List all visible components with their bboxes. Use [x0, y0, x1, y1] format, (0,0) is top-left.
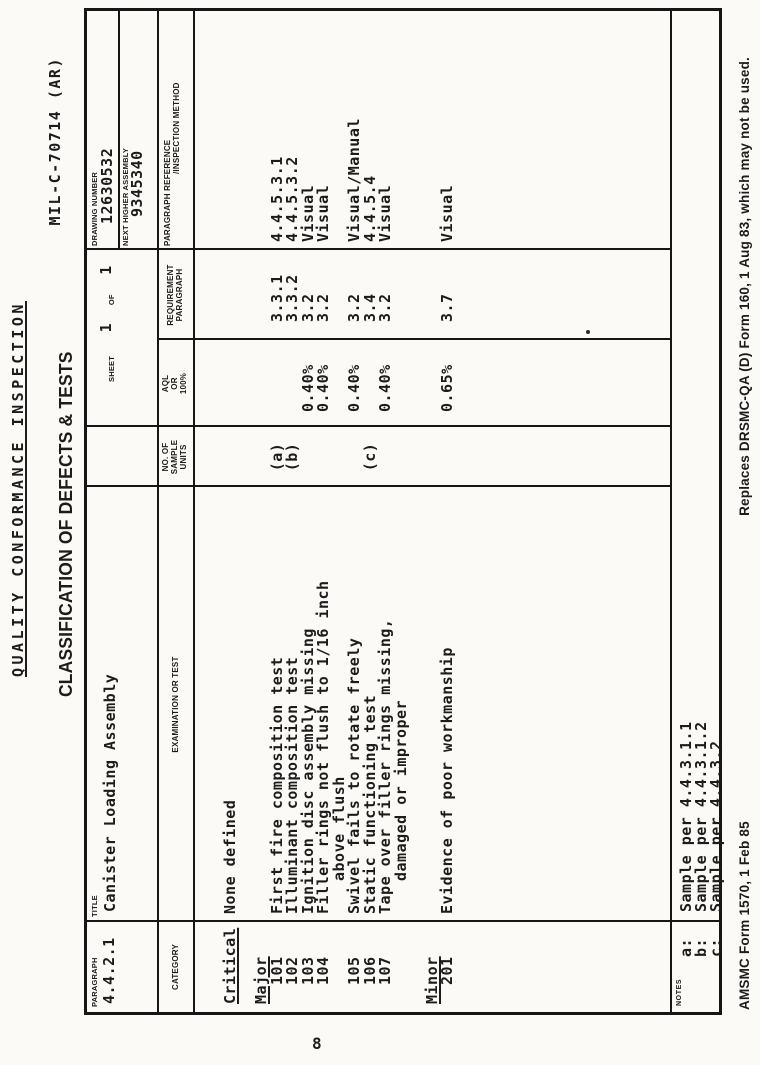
examination-cell: Evidence of poor workmanship: [438, 647, 456, 914]
aql-line1: AQL: [161, 374, 170, 393]
spec-number: MIL-C-70714 (AR): [46, 57, 64, 226]
table-row: [239, 11, 255, 1012]
note-text: Sample per 4.4.3.2: [707, 740, 725, 912]
requirement-line2: PARAGRAPH: [175, 268, 184, 322]
reference-cell: Visual/Manual: [345, 118, 363, 242]
form-id-footer: AMSMC Form 1570, 1 Feb 85: [737, 821, 752, 1010]
sheet-label: SHEET: [107, 355, 116, 382]
sheet-current: 1: [97, 322, 115, 333]
sample-units-line1: NO. OF: [161, 442, 170, 472]
examination-cell: Tape over filler rings missing,: [376, 618, 394, 914]
requirement-column-header: [166, 250, 184, 340]
aql-line3: 100%: [179, 372, 188, 395]
divider-header-row2: [193, 11, 195, 1012]
requirement-cell: 3.3.2: [283, 274, 301, 322]
sample-units-column-header: [161, 427, 188, 487]
category-cell: 102: [283, 956, 301, 985]
category-cell: Major: [252, 956, 270, 1004]
requirement-cell: 3.7: [438, 293, 456, 322]
category-cell: 201: [438, 956, 456, 985]
category-cell: Critical: [221, 927, 239, 1004]
sheet-field: [97, 265, 119, 382]
sheet-of-label: OF: [107, 294, 116, 306]
reference-cell: Visual: [314, 184, 332, 242]
aql-cell: 0.40%: [314, 364, 332, 412]
reference-cell: Visual: [438, 184, 456, 242]
note-text: Sample per 4.4.3.1.1: [677, 721, 695, 912]
table-row: [440, 11, 456, 1012]
aql-column-header: [161, 340, 188, 427]
examination-column-header: EXAMINATION OR TEST: [171, 656, 180, 753]
paragraph-label: PARAGRAPH: [90, 957, 99, 1007]
reference-cell: Visual: [298, 184, 317, 242]
note-key: a:: [677, 937, 695, 957]
aql-cell: 0.65%: [438, 364, 456, 412]
sample-units-line3: UNITS: [179, 444, 188, 470]
drawing-number-value: 12630532: [98, 147, 116, 224]
reference-line1: PARAGRAPH REFERENCE: [163, 139, 172, 246]
requirement-cell: 3.4: [360, 293, 379, 322]
table-row: [409, 11, 425, 1012]
notes-label: NOTES: [676, 978, 683, 1006]
aql-cell: 0.40%: [345, 364, 363, 412]
examination-cell: damaged or improper: [391, 699, 410, 881]
requirement-line1: REQUIREMENT: [166, 264, 175, 326]
form-title: CLASSIFICATION OF DEFECTS & TESTS: [56, 351, 76, 697]
aql-line2: OR: [170, 377, 179, 390]
requirement-cell: 3.3.1: [267, 274, 286, 322]
sample-units-cell: (a): [267, 442, 286, 472]
requirement-cell: 3.2: [298, 293, 317, 322]
examination-cell: Swivel fails to rotate freely: [345, 637, 363, 914]
page-number: 8: [312, 1034, 323, 1053]
examination-cell: Static functioning test: [360, 694, 379, 914]
title-value: Canister Loading Assembly: [101, 673, 119, 912]
next-higher-assembly-label: NEXT HIGHER ASSEMBLY: [121, 147, 130, 246]
note-key: c:: [707, 937, 725, 957]
divider-header-row1: [157, 11, 159, 1012]
category-cell: 106: [360, 956, 379, 985]
defect-rows: [223, 11, 663, 1012]
sample-units-line2: SAMPLE: [170, 439, 179, 475]
scan-speck: [586, 330, 590, 334]
aql-cell: 0.40%: [298, 364, 317, 412]
category-cell: 104: [314, 956, 332, 985]
title-label: TITLE: [90, 895, 99, 917]
notes-rows: [679, 11, 725, 1012]
category-cell: 107: [376, 956, 394, 985]
divider-notes: [670, 11, 672, 1012]
reference-cell: 4.4.5.4: [360, 175, 379, 242]
classification-table: [84, 8, 725, 1015]
reference-cell: 4.4.5.3.1: [267, 156, 286, 242]
note-key: b:: [692, 937, 710, 957]
next-higher-assembly-value: 9345340: [128, 150, 146, 217]
document-heading: QUALITY CONFORMANCE INSPECTION: [9, 301, 27, 677]
category-column-header: CATEGORY: [171, 943, 180, 991]
sheet-total: 1: [97, 265, 115, 275]
drawing-number-label: DRAWING NUMBER: [90, 171, 99, 246]
category-cell: Minor: [422, 956, 441, 1004]
requirement-cell: 3.2: [345, 293, 363, 322]
reference-column-header: [163, 82, 181, 246]
examination-cell: Filler rings not flush to 1/16 inch: [314, 580, 332, 914]
reference-cell: 4.4.5.3.2: [283, 156, 301, 242]
divider-drawing-split: [118, 11, 120, 250]
sample-units-cell: (b): [283, 442, 301, 472]
category-cell: 105: [345, 956, 363, 985]
category-cell: 103: [298, 956, 317, 985]
reference-cell: Visual: [376, 184, 394, 242]
requirement-cell: 3.2: [376, 293, 394, 322]
examination-cell: None defined: [221, 799, 239, 914]
category-cell: 101: [267, 956, 286, 985]
requirement-cell: 3.2: [314, 293, 332, 322]
aql-cell: 0.40%: [376, 364, 394, 412]
table-row: [391, 11, 410, 1012]
note-text: Sample per 4.4.3.1.2: [692, 721, 710, 912]
examination-cell: First fire composition test: [267, 656, 286, 914]
reference-line2: /INSPECTION METHOD: [172, 82, 181, 174]
examination-cell: Illuminant composition test: [283, 656, 301, 914]
replaces-footer: Replaces DRSMC-QA (D) Form 160, 1 Aug 83, which may not be used.: [737, 57, 752, 516]
examination-cell: above flush: [329, 776, 348, 881]
table-row: [223, 11, 239, 1012]
examination-cell: Ignition disc assembly missing: [298, 628, 317, 914]
paragraph-value: 4.4.2.1: [100, 937, 118, 1004]
note-row: [709, 11, 725, 1012]
sample-units-cell: (c): [360, 442, 379, 472]
